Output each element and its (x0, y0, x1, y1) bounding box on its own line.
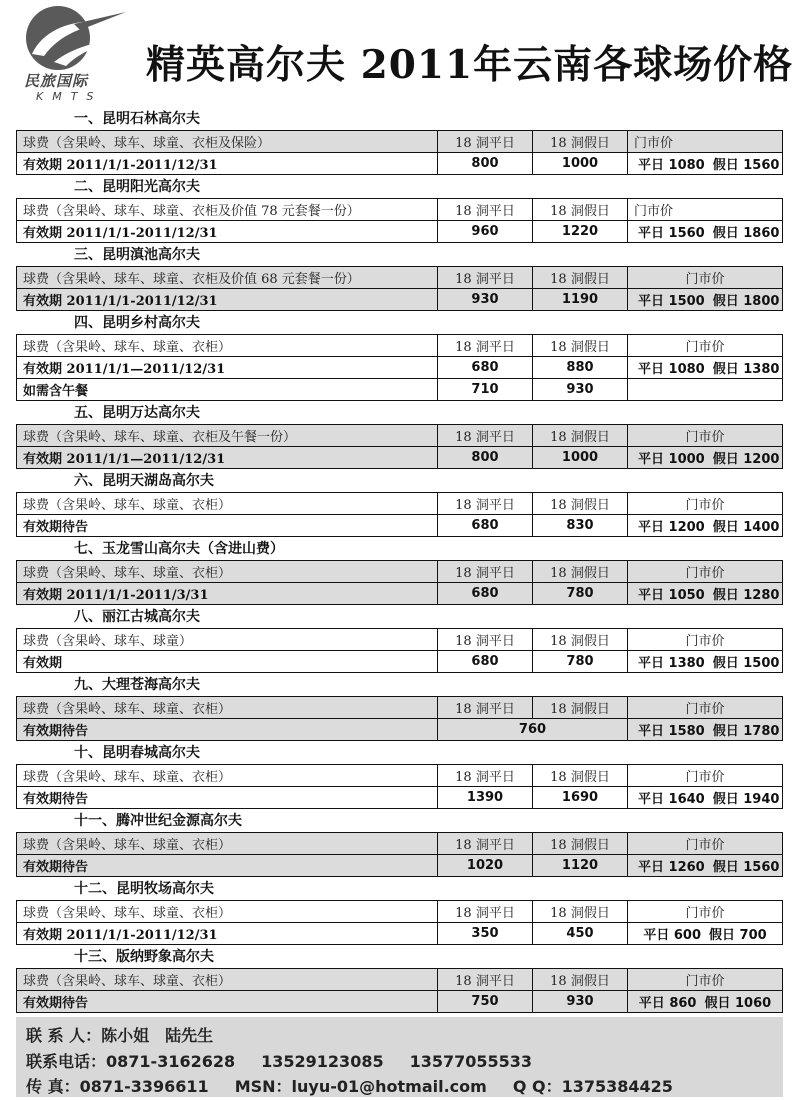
price-table (16, 628, 783, 673)
weekday-label: 18 洞平日 (438, 969, 533, 991)
fee-description: 球费（含果岭、球车、球童、衣柜） (17, 561, 438, 583)
fee-header-row (17, 199, 783, 221)
price-table (16, 968, 783, 1013)
weekday-label: 18 洞平日 (438, 425, 533, 447)
price-row (17, 153, 783, 175)
fee-description: 球费（含果岭、球车、球童） (17, 629, 438, 651)
validity: 有效期待告 (17, 515, 438, 537)
course-title: 十一、腾冲世纪金源高尔夫 (74, 813, 242, 829)
course-title: 九、大理苍海高尔夫 (74, 677, 200, 693)
weekday-price: 680 (438, 651, 533, 673)
market-price-label: 门市价 (628, 335, 783, 357)
course-price-list (0, 108, 800, 1014)
market-weekday: 平日 1640 (638, 792, 705, 807)
weekday-label: 18 洞平日 (438, 131, 533, 153)
validity: 有效期 (17, 651, 438, 673)
weekday-price: 800 (438, 447, 533, 469)
price-table (16, 492, 783, 537)
fax-label: 传 真： (26, 1077, 80, 1096)
validity: 有效期待告 (17, 787, 438, 809)
course-section (0, 176, 800, 244)
msn-address: luyu-01@hotmail.com (291, 1077, 487, 1096)
logo-text: 民旅国际 (24, 72, 89, 90)
price-row (17, 923, 783, 945)
market-price (628, 991, 783, 1013)
validity: 有效期 2011/1/1-2011/12/31 (17, 923, 438, 945)
weekday-price: 930 (438, 289, 533, 311)
phone-number: 0871-3162628 (106, 1052, 236, 1071)
page-header (0, 0, 800, 120)
holiday-label: 18 洞假日 (533, 561, 628, 583)
course-title: 十三、版纳野象高尔夫 (74, 949, 214, 965)
market-holiday: 假日 1940 (712, 792, 780, 807)
weekday-price: 960 (438, 221, 533, 243)
course-section (0, 244, 800, 312)
price-row (17, 991, 783, 1013)
market-price (628, 447, 783, 469)
market-weekday: 平日 1260 (638, 860, 705, 875)
market-weekday: 平日 1050 (638, 588, 705, 603)
market-weekday: 平日 1380 (638, 656, 705, 671)
weekday-price: 1020 (438, 855, 533, 877)
fee-description: 球费（含果岭、球车、球童、衣柜） (17, 969, 438, 991)
price-table (16, 560, 783, 605)
lunch-option-label: 如需含午餐 (17, 379, 438, 401)
holiday-label: 18 洞假日 (533, 199, 628, 221)
weekday-label: 18 洞平日 (438, 697, 533, 719)
weekday-label: 18 洞平日 (438, 901, 533, 923)
weekday-label: 18 洞平日 (438, 335, 533, 357)
lunch-weekday-price: 710 (438, 379, 533, 401)
market-price (628, 719, 783, 741)
market-weekday: 平日 1580 (638, 724, 705, 739)
validity: 有效期 2011/1/1-2011/12/31 (17, 289, 438, 311)
holiday-label: 18 洞假日 (533, 833, 628, 855)
market-price-label: 门市价 (628, 901, 783, 923)
course-section (0, 810, 800, 878)
market-price (628, 357, 783, 379)
weekday-label: 18 洞平日 (438, 765, 533, 787)
price-table (16, 198, 783, 243)
price-table (16, 900, 783, 945)
holiday-price: 1120 (533, 855, 628, 877)
market-price-label: 门市价 (628, 267, 783, 289)
market-price (628, 651, 783, 673)
holiday-price: 830 (533, 515, 628, 537)
weekday-price: 1390 (438, 787, 533, 809)
course-title: 四、昆明乡村高尔夫 (74, 315, 200, 331)
fee-description: 球费（含果岭、球车、球童、衣柜及保险） (17, 131, 438, 153)
holiday-price: 1000 (533, 447, 628, 469)
fee-header-row (17, 901, 783, 923)
contact-persons: 陈小姐 陆先生 (101, 1026, 214, 1045)
empty-cell (628, 379, 783, 401)
course-section (0, 402, 800, 470)
market-weekday: 平日 1080 (638, 362, 705, 377)
weekday-price: 750 (438, 991, 533, 1013)
market-price-label: 门市价 (628, 629, 783, 651)
holiday-label: 18 洞假日 (533, 969, 628, 991)
phone-label: 联系电话： (26, 1052, 107, 1071)
holiday-label: 18 洞假日 (533, 697, 628, 719)
market-price-label: 门市价 (628, 131, 783, 153)
weekday-price: 680 (438, 357, 533, 379)
holiday-price: 780 (533, 583, 628, 605)
validity: 有效期 2011/1/1—2011/12/31 (17, 447, 438, 469)
fee-header-row (17, 833, 783, 855)
mobile-number: 13529123085 (261, 1052, 384, 1071)
fee-description: 球费（含果岭、球车、球童、衣柜及价值 78 元套餐一份） (17, 199, 438, 221)
market-price-label: 门市价 (628, 493, 783, 515)
fee-description: 球费（含果岭、球车、球童、衣柜） (17, 833, 438, 855)
price-row (17, 719, 783, 741)
validity: 有效期 2011/1/1—2011/12/31 (17, 357, 438, 379)
combined-price: 760 (438, 719, 628, 741)
market-holiday: 假日 1500 (712, 656, 780, 671)
contact-person-label: 联 系 人： (26, 1026, 102, 1045)
validity: 有效期待告 (17, 991, 438, 1013)
market-weekday: 平日 1080 (638, 158, 705, 173)
fee-description: 球费（含果岭、球车、球童、衣柜） (17, 765, 438, 787)
weekday-label: 18 洞平日 (438, 629, 533, 651)
fee-description: 球费（含果岭、球车、球童、衣柜） (17, 901, 438, 923)
market-price-label: 门市价 (628, 199, 783, 221)
course-section (0, 108, 800, 176)
market-holiday: 假日 1380 (712, 362, 780, 377)
course-section (0, 878, 800, 946)
market-holiday: 假日 1860 (712, 226, 780, 241)
weekday-price: 800 (438, 153, 533, 175)
price-row (17, 221, 783, 243)
fax-number: 0871-3396611 (79, 1077, 209, 1096)
price-row (17, 357, 783, 379)
market-price-label: 门市价 (628, 697, 783, 719)
fee-description: 球费（含果岭、球车、球童、衣柜及午餐一份） (17, 425, 438, 447)
price-table (16, 130, 783, 175)
market-price (628, 923, 783, 945)
price-row (17, 289, 783, 311)
fee-header-row (17, 335, 783, 357)
market-price-label: 门市价 (628, 561, 783, 583)
course-title: 二、昆明阳光高尔夫 (74, 179, 200, 195)
fee-description: 球费（含果岭、球车、球童、衣柜） (17, 697, 438, 719)
market-holiday: 假日 1780 (712, 724, 780, 739)
holiday-price: 450 (533, 923, 628, 945)
course-section (0, 742, 800, 810)
price-row (17, 651, 783, 673)
validity: 有效期待告 (17, 719, 438, 741)
fee-header-row (17, 267, 783, 289)
market-weekday: 平日 860 (638, 996, 697, 1011)
market-price (628, 153, 783, 175)
qq-label: Q Q： (512, 1077, 562, 1096)
course-section (0, 674, 800, 742)
course-title: 八、丽江古城高尔夫 (74, 609, 200, 625)
market-price (628, 583, 783, 605)
price-row (17, 515, 783, 537)
course-title: 一、昆明石林高尔夫 (74, 111, 200, 127)
fee-header-row (17, 765, 783, 787)
market-price (628, 515, 783, 537)
weekday-price: 680 (438, 515, 533, 537)
fee-description: 球费（含果岭、球车、球童、衣柜） (17, 335, 438, 357)
market-holiday: 假日 1200 (712, 452, 780, 467)
holiday-price: 1000 (533, 153, 628, 175)
fee-header-row (17, 561, 783, 583)
market-price (628, 289, 783, 311)
holiday-label: 18 洞假日 (533, 493, 628, 515)
fee-description: 球费（含果岭、球车、球童、衣柜） (17, 493, 438, 515)
holiday-label: 18 洞假日 (533, 267, 628, 289)
market-price-label: 门市价 (628, 765, 783, 787)
contact-person-line (26, 1023, 213, 1046)
market-weekday: 平日 1000 (638, 452, 705, 467)
price-table (16, 764, 783, 809)
market-holiday: 假日 1560 (712, 860, 780, 875)
holiday-price: 880 (533, 357, 628, 379)
contact-box (16, 1017, 783, 1097)
weekday-label: 18 洞平日 (438, 493, 533, 515)
fee-header-row (17, 969, 783, 991)
holiday-price: 930 (533, 991, 628, 1013)
course-section (0, 606, 800, 674)
course-title: 十、昆明春城高尔夫 (74, 745, 200, 761)
holiday-price: 1690 (533, 787, 628, 809)
market-weekday: 平日 1500 (638, 294, 705, 309)
market-weekday: 平日 1200 (638, 520, 705, 535)
weekday-label: 18 洞平日 (438, 199, 533, 221)
price-row (17, 787, 783, 809)
holiday-label: 18 洞假日 (533, 629, 628, 651)
price-row (17, 447, 783, 469)
course-title: 三、昆明滇池高尔夫 (74, 247, 200, 263)
logo-subtext: KMTS (36, 90, 103, 103)
holiday-price: 780 (533, 651, 628, 673)
market-weekday: 平日 600 (643, 928, 701, 943)
holiday-label: 18 洞假日 (533, 765, 628, 787)
weekday-label: 18 洞平日 (438, 561, 533, 583)
course-section (0, 538, 800, 606)
price-table (16, 424, 783, 469)
market-price-label: 门市价 (628, 833, 783, 855)
holiday-price: 1220 (533, 221, 628, 243)
fee-header-row (17, 425, 783, 447)
course-section (0, 946, 800, 1014)
mobile-number: 13577055533 (409, 1052, 533, 1071)
holiday-price: 1190 (533, 289, 628, 311)
validity: 有效期 2011/1/1-2011/12/31 (17, 221, 438, 243)
weekday-label: 18 洞平日 (438, 267, 533, 289)
lunch-holiday-price: 930 (533, 379, 628, 401)
holiday-label: 18 洞假日 (533, 901, 628, 923)
fee-header-row (17, 493, 783, 515)
course-title: 七、玉龙雪山高尔夫（含进山费） (74, 541, 284, 557)
price-table (16, 266, 783, 311)
market-price (628, 221, 783, 243)
price-row (17, 583, 783, 605)
validity: 有效期 2011/1/1-2011/12/31 (17, 153, 438, 175)
lunch-option-row (17, 379, 783, 401)
price-table (16, 334, 783, 401)
fee-header-row (17, 697, 783, 719)
market-holiday: 假日 1060 (704, 996, 772, 1011)
weekday-price: 350 (438, 923, 533, 945)
msn-label: MSN： (234, 1077, 292, 1096)
validity: 有效期待告 (17, 855, 438, 877)
course-section (0, 470, 800, 538)
holiday-label: 18 洞假日 (533, 131, 628, 153)
course-title: 六、昆明天湖岛高尔夫 (74, 473, 214, 489)
qq-number: 1375384425 (561, 1077, 673, 1096)
market-price-label: 门市价 (628, 425, 783, 447)
course-title: 五、昆明万达高尔夫 (74, 405, 200, 421)
weekday-label: 18 洞平日 (438, 833, 533, 855)
market-price (628, 787, 783, 809)
market-holiday: 假日 1560 (712, 158, 780, 173)
validity: 有效期 2011/1/1-2011/3/31 (17, 583, 438, 605)
market-price (628, 855, 783, 877)
market-holiday: 假日 1400 (712, 520, 780, 535)
market-holiday: 假日 700 (709, 928, 767, 943)
market-price-label: 门市价 (628, 969, 783, 991)
fee-header-row (17, 629, 783, 651)
weekday-price: 680 (438, 583, 533, 605)
price-table (16, 832, 783, 877)
page-title: 精英高尔夫 2011年云南各球场价格 (146, 42, 794, 88)
holiday-label: 18 洞假日 (533, 425, 628, 447)
fee-header-row (17, 131, 783, 153)
market-weekday: 平日 1560 (638, 226, 705, 241)
market-holiday: 假日 1800 (712, 294, 780, 309)
price-table (16, 696, 783, 741)
course-title: 十二、昆明牧场高尔夫 (74, 881, 214, 897)
price-row (17, 855, 783, 877)
market-holiday: 假日 1280 (712, 588, 780, 603)
holiday-label: 18 洞假日 (533, 335, 628, 357)
fee-description: 球费（含果岭、球车、球童、衣柜及价值 68 元套餐一份） (17, 267, 438, 289)
contact-phone-line (26, 1049, 532, 1072)
contact-fax-line (26, 1074, 673, 1097)
course-section (0, 312, 800, 402)
